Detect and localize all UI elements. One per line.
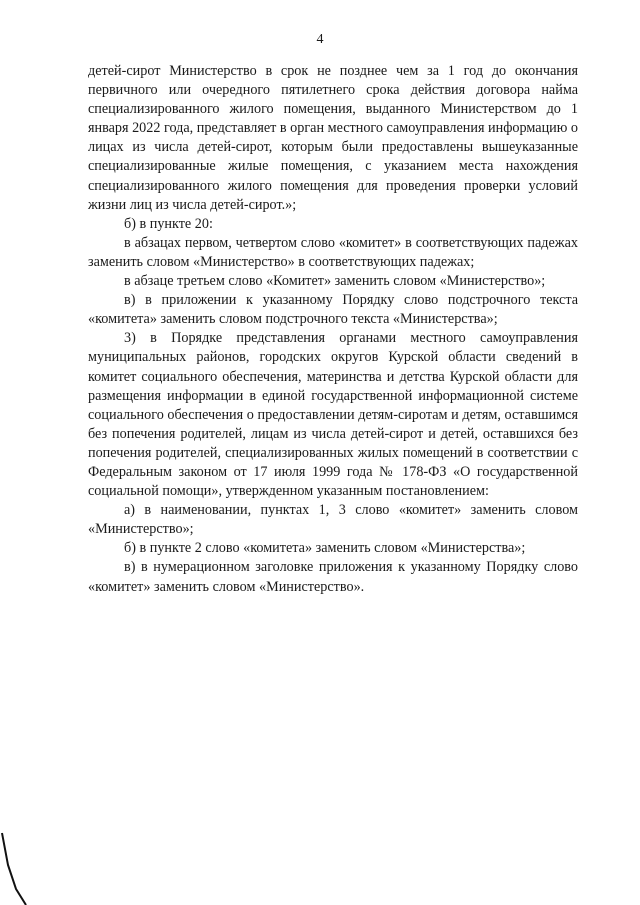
- paragraph-abzats-first-fourth: в абзацах первом, четвертом слово «комитет» в соответствующих падежах заменить словом «Министерство» в соответствующих падежах;: [88, 234, 578, 270]
- paragraph-abzats-third: в абзаце третьем слово «Комитет» заменить словом «Министерство»;: [124, 273, 546, 290]
- document-body: [88, 62, 578, 597]
- paragraph-item-3-poryadok: 3) в Порядке представления органами местного самоуправления муниципальных районов, городских округов Курской области сведений в комитет социального обеспечения, материнства и детства Курской области для размещения информации в единой государственной информационной системе социального обеспечения о предоставлении детям-сиротам и детям, оставшимся без попечения родителей, лицам из числа детей-сирот и детей, оставшихся без попечения родителей, специализированных жилых помещений в соответствии с Федеральным законом от 17 июля 1999 года № 178-ФЗ «О государственной социальной помощи», утвержденном указанным постановлением:: [88, 330, 578, 500]
- paragraph-item-v-appendix: в) в приложении к указанному Порядку слово подстрочного текста «комитета» заменить словом подстрочного текста «Министерства»;: [88, 292, 578, 328]
- scan-edge-mark: [0, 825, 60, 905]
- paragraph-item-v-heading: в) в нумерационном заголовке приложения к указанному Порядку слово «комитет» заменить словом «Министерство».: [88, 559, 578, 595]
- paragraph-item-b-point-20: б) в пункте 20:: [124, 215, 213, 232]
- paragraph-continuation: детей-сирот Министерство в срок не позднее чем за 1 год до окончания первичного или очередного пятилетнего срока действия договора найма специализированного жилого помещения, выданного Министерством до 1 января 2022 года, представляет в орган местного самоуправления информацию о лицах из числа детей-сирот, которым были предоставлены вышеуказанные специализированные жилые помещения, с указанием места нахождения специализированного жилого помещения для проведения проверки условий жизни лиц из числа детей-сирот.»;: [88, 63, 579, 213]
- page-number: 4: [316, 32, 324, 47]
- paragraph-item-b-point-2: б) в пункте 2 слово «комитета» заменить словом «Министерства»;: [124, 540, 526, 557]
- paragraph-item-a-naming: а) в наименовании, пунктах 1, 3 слово «комитет» заменить словом «Министерство»;: [88, 502, 578, 538]
